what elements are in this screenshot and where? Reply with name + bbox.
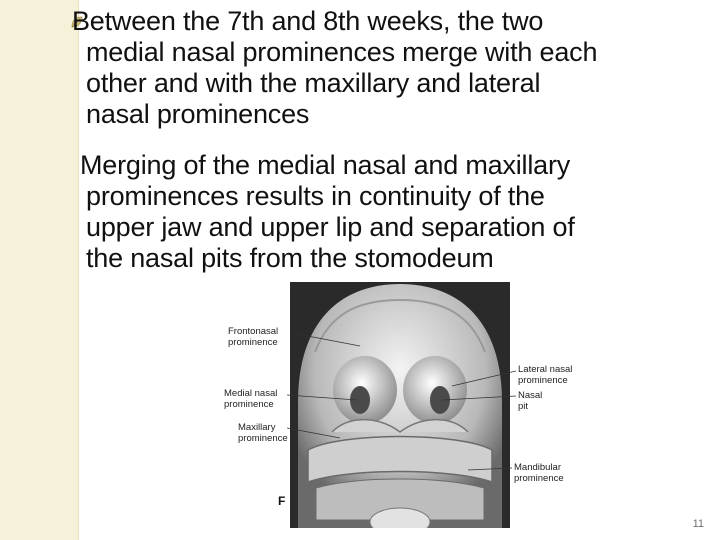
slide-sidebar	[0, 0, 79, 540]
bullet-1-line: other and with the maxillary and lateral	[86, 68, 541, 98]
label-line: Maxillary	[238, 422, 276, 433]
label-line: prominence	[514, 473, 564, 484]
label-line: Medial nasal	[224, 388, 278, 399]
bullet-2-line: Merging of the medial nasal and maxillary	[80, 150, 571, 180]
label-line: Nasal	[518, 390, 543, 401]
bullet-1	[72, 6, 706, 130]
panel-letter: F	[278, 494, 286, 508]
label-line: pit	[518, 401, 529, 412]
bullet-2-line: the nasal pits from the stomodeum	[86, 243, 494, 273]
frontonasal-label	[228, 326, 278, 348]
label-line: prominence	[238, 433, 288, 444]
sidebar-rule	[78, 0, 79, 540]
label-line: Lateral nasal	[518, 364, 573, 375]
label-line: Frontonasal	[228, 326, 279, 337]
nasal-pit-label	[518, 390, 542, 412]
label-line: Mandibular	[514, 462, 561, 473]
label-line: prominence	[228, 337, 278, 348]
embryo-face-figure	[220, 282, 580, 528]
bullet-2-line: prominences results in continuity of the	[86, 181, 545, 211]
mandibular-label	[514, 462, 564, 484]
label-line: prominence	[224, 399, 274, 410]
bullet-2	[80, 150, 706, 274]
lateral-nasal-label	[518, 364, 572, 386]
bullet-1-line: nasal prominences	[86, 99, 310, 129]
medial-nasal-label	[224, 388, 277, 410]
label-line: prominence	[518, 375, 568, 386]
bullet-2-line: upper jaw and upper lip and separation of	[86, 212, 575, 242]
bullet-1-line: Between the 7th and 8th weeks, the two	[72, 6, 544, 36]
bullet-1-line: medial nasal prominences merge with each	[86, 37, 598, 67]
page-number: 11	[692, 518, 704, 530]
maxillary-label	[238, 422, 288, 444]
